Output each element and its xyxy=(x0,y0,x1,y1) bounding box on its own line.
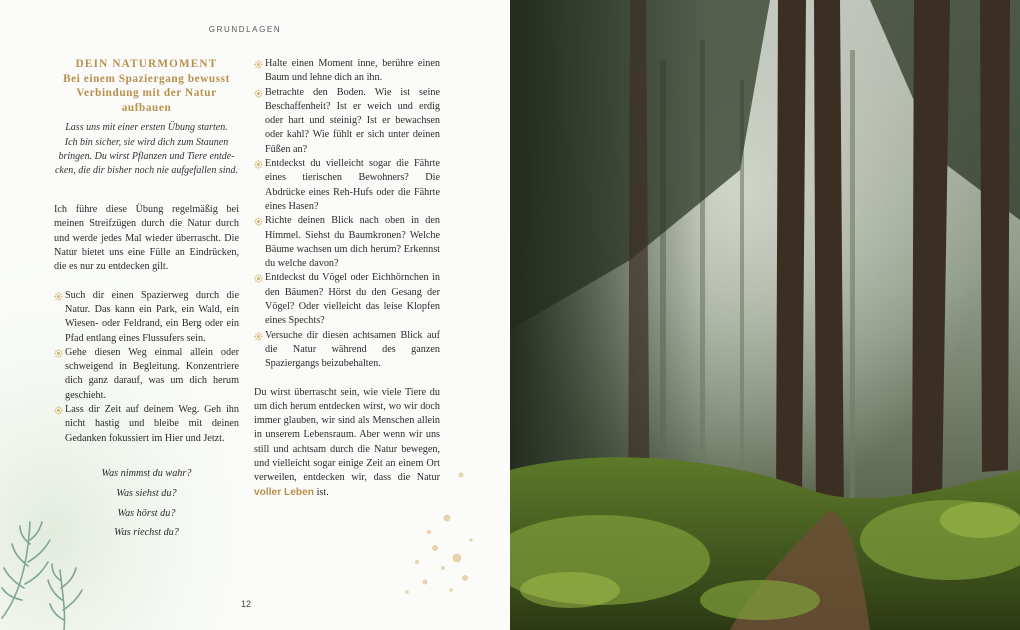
sun-flower-icon xyxy=(54,349,63,358)
sun-flower-icon xyxy=(54,406,63,415)
body-paragraph: Ich führe diese Übung regelmäßig bei meinen Streifzügen durch die Natur durch und werde jedes Mal wieder überrascht. Die Natur bietet uns eine Fülle an Eindrücken, die es nur zu entdecken gilt. xyxy=(54,204,239,273)
list-item-text: Lass dir Zeit auf deinem Weg. Geh ihn nicht hastig und bleibe mit deinen Gedanken fokussiert im Hier und Jetzt. xyxy=(65,404,239,444)
list-item-text: Entdeckst du Vögel oder Eichhörnchen in den Bäumen? Hörst du den Gesang der Vögel? Oder vielleicht das leise Klopfen eines Spechts? xyxy=(265,272,440,327)
list-item-text: Betrachte den Boden. Wie ist seine Beschaffenheit? Ist er weich und erdig oder hart und steinig? Ist er bewachsen oder kahl? Wie fühlt er sich unter deinen Füßen an? xyxy=(265,86,440,155)
forest-photo xyxy=(510,0,1020,630)
intro-line: cken, die dir bisher noch nie aufgefallen sind. xyxy=(54,164,239,176)
intro-line: bringen. Du wirst Pflanzen und Tiere entde- xyxy=(58,150,235,162)
right-column xyxy=(254,57,440,500)
sun-flower-icon xyxy=(254,89,263,98)
question: Was hörst du? xyxy=(117,507,176,519)
sun-flower-icon xyxy=(254,274,263,283)
closing-text: Du wirst überrascht sein, wie viele Tiere du um dich herum entdecken wirst, wo wir doch immer glauben, wir sind als Menschen allein in unserem Lebensraum. Aber wenn wir uns still und achtsam durch die Natur bewegen, und vielleicht sogar einige Zeit an einem Ort verweilen, entdecken wir, dass die Natur xyxy=(254,386,440,484)
list-item xyxy=(254,86,440,157)
list-item-text: Gehe diesen Weg einmal allein oder schweigend in Begleitung. Konzentriere dich ganz darauf, was um dich herum geschieht. xyxy=(65,346,239,401)
list-item-text: Entdeckst du vielleicht sogar die Fährte eines tierischen Bewohners? Die Abdrücke eines Reh-Hufs oder die Fährte eines Hasen? xyxy=(265,158,440,212)
list-item xyxy=(54,403,239,446)
heading-kicker: DEIN NATURMOMENT xyxy=(75,58,218,70)
closing-text-end: ist. xyxy=(314,486,329,498)
question: Was nimmst du wahr? xyxy=(101,467,192,479)
list-item xyxy=(254,271,440,328)
heading-line-2: Verbindung mit der Natur aufbauen xyxy=(76,87,217,114)
fern-branch-icon xyxy=(0,500,140,630)
section-heading xyxy=(54,57,239,115)
question: Was siehst du? xyxy=(116,487,177,499)
intro-text xyxy=(54,121,239,178)
sun-flower-icon xyxy=(254,332,263,341)
list-item-text: Richte deinen Blick nach oben in den Himmel. Siehst du Baumkronen? Welche Bäume wachsen um dich herum? Erkennst du welche davon? xyxy=(265,215,440,270)
list-item xyxy=(254,57,440,86)
list-item xyxy=(254,329,440,372)
right-bullet-list xyxy=(254,57,440,372)
running-head: GRUNDLAGEN xyxy=(208,25,282,34)
list-item-text: Versuche dir diesen achtsamen Blick auf die Natur während des ganzen Spaziergangs beizubehalten. xyxy=(265,329,440,370)
list-item xyxy=(254,214,440,271)
list-item-text: Halte einen Moment inne, berühre einen Baum und lehne dich an ihn. xyxy=(265,58,440,84)
sun-flower-icon xyxy=(254,160,263,169)
question: Was riechst du? xyxy=(114,527,179,539)
forest-image xyxy=(510,0,1020,630)
list-item xyxy=(54,289,239,346)
page-number: 12 xyxy=(240,599,251,609)
left-bullet-list xyxy=(54,289,239,446)
list-item-text: Such dir einen Spazierweg durch die Natur. Das kann ein Park, ein Wald, ein Wiesen- oder Feldrand, ein Berg oder ein Pfad entlang eines Flussufers sein. xyxy=(65,289,239,344)
intro-line: Ich bin sicher, sie wird dich zum Staunen xyxy=(64,136,229,148)
list-item xyxy=(54,346,239,403)
sun-flower-icon xyxy=(254,60,263,69)
heading-line-1: Bei einem Spaziergang bewusst xyxy=(63,72,230,85)
left-column xyxy=(54,57,239,543)
gold-dots-icon xyxy=(395,470,495,600)
highlight-text: voller Leben xyxy=(254,486,315,498)
intro-line: Lass uns mit einer ersten Übung starten. xyxy=(65,122,228,134)
list-item xyxy=(254,157,440,214)
sun-flower-icon xyxy=(254,217,263,226)
sun-flower-icon xyxy=(54,292,63,301)
